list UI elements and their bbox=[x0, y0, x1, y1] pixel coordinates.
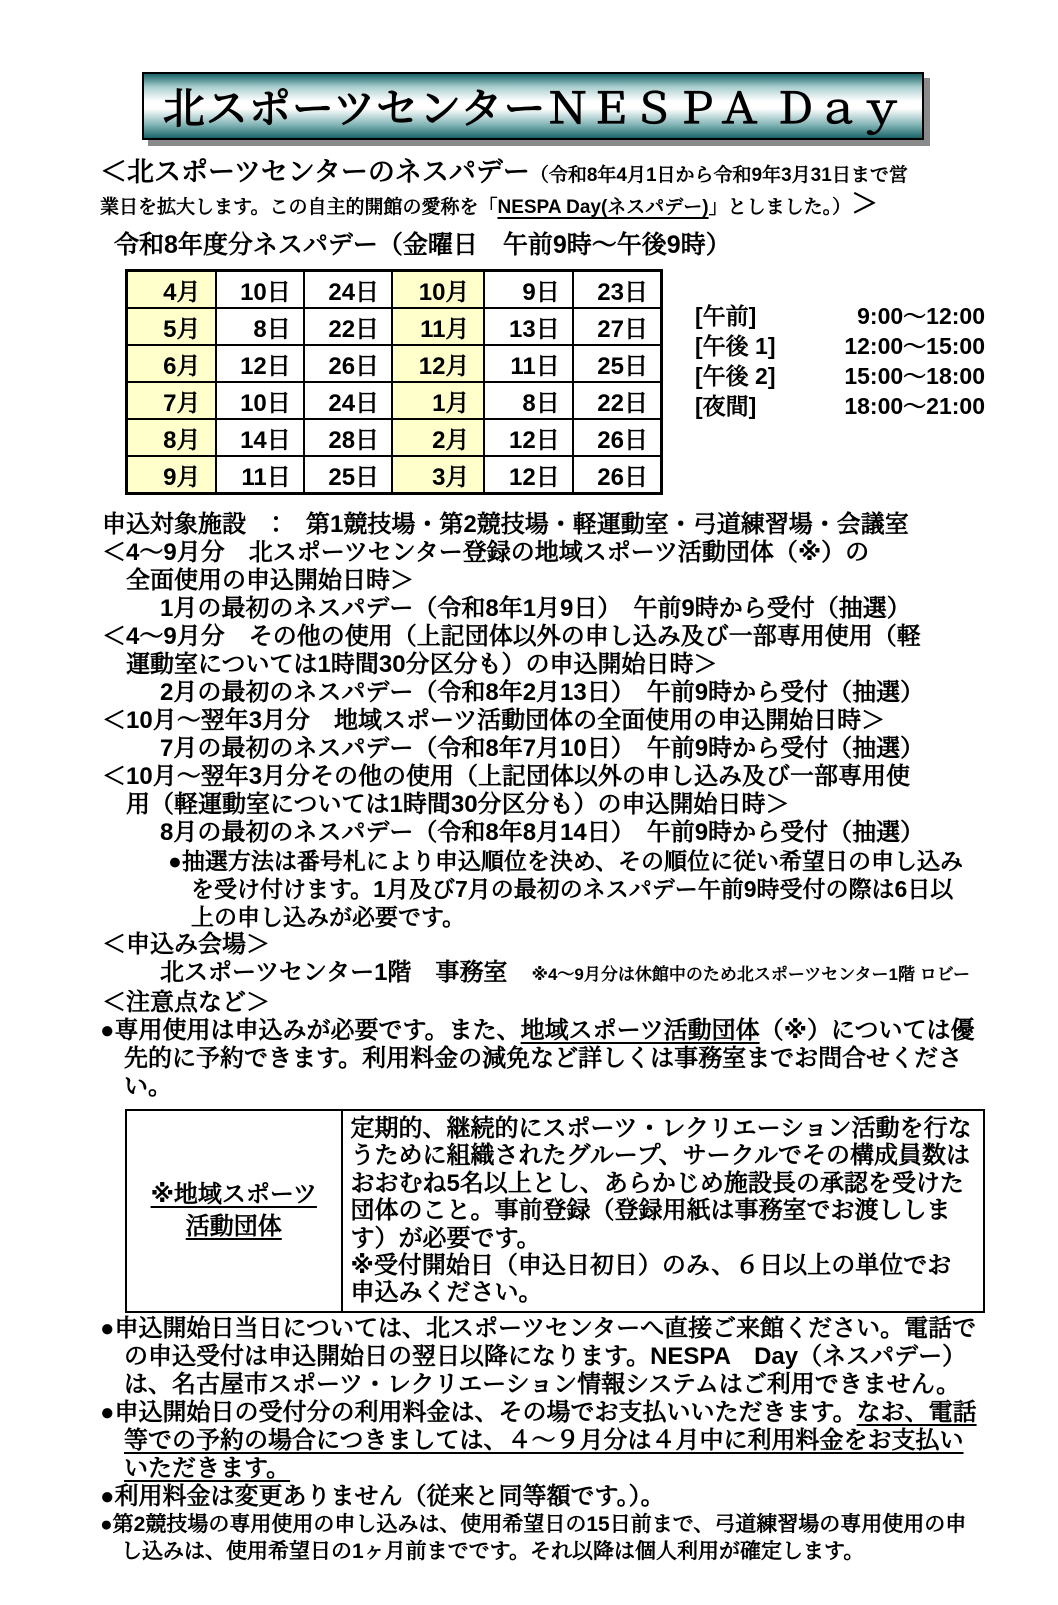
venue-heading: ＜申込み会場＞ bbox=[102, 931, 270, 958]
table-row bbox=[127, 419, 662, 456]
intro-heading bbox=[100, 158, 985, 222]
day-cell: 10日 bbox=[216, 382, 304, 419]
month-cell: 3月 bbox=[392, 456, 484, 494]
group-term: ※地域スポーツ 活動団体 bbox=[126, 1110, 342, 1312]
month-cell: 11月 bbox=[392, 308, 484, 345]
day-cell: 23日 bbox=[573, 271, 662, 309]
time-slot-label: [夜間] bbox=[695, 393, 757, 419]
day-cell: 10日 bbox=[216, 271, 304, 309]
time-slot-range: 15:00～18:00 bbox=[844, 363, 985, 389]
day-cell: 26日 bbox=[304, 345, 392, 382]
schedule-section bbox=[125, 269, 985, 495]
schedule-subtitle: 令和8年度分ネスパデー（金曜日 午前9時～午後9時） bbox=[114, 231, 731, 259]
month-cell: 12月 bbox=[392, 345, 484, 382]
day-cell: 26日 bbox=[573, 419, 662, 456]
lottery-note-line-2: を受け付けます。1月及び7月の最初のネスパデー午前9時受付の際は6日以 bbox=[191, 876, 954, 902]
time-slot-label: [午前] bbox=[695, 303, 757, 329]
section-detail-4: 8月の最初のネスパデー（令和8年8月14日） 午前9時から受付（抽選） bbox=[160, 819, 925, 846]
section-heading-4: ＜10月～翌年3月分その他の使用（上記団体以外の申し込み及び一部専用使 bbox=[102, 763, 911, 790]
intro-line-2: 業日を拡大します。この自主的開館の愛称を「NESPA Day(ネスパデー)」としました。）＞ bbox=[100, 189, 879, 219]
day-cell: 25日 bbox=[573, 345, 662, 382]
facilities-line: 申込対象施設 ： 第1競技場・第2競技場・軽運動室・弓道練習場・会議室 bbox=[102, 511, 909, 538]
section-heading-3: ＜10月～翌年3月分 地域スポーツ活動団体の全面使用の申込開始日時＞ bbox=[102, 707, 886, 734]
venue-line bbox=[160, 959, 985, 989]
day-cell: 27日 bbox=[573, 308, 662, 345]
intro-line-1: ＜北スポーツセンターのネスパデー（令和8年4月1日から令和9年3月31日まで営 bbox=[100, 157, 908, 187]
day-cell: 26日 bbox=[573, 456, 662, 494]
payment-deadline-underline: なお、電話等での予約の場合につきましては、４～９月分は４月中に利用料金をお支払いいただきます。 bbox=[124, 1398, 977, 1482]
month-cell: 7月 bbox=[127, 382, 216, 419]
day-cell: 11日 bbox=[216, 456, 304, 494]
month-cell: 9月 bbox=[127, 456, 216, 494]
application-info bbox=[100, 511, 985, 1101]
time-slot-legend bbox=[695, 269, 985, 495]
day-cell: 25日 bbox=[304, 456, 392, 494]
title-banner bbox=[142, 72, 924, 140]
section-heading-1: ＜4～9月分 北スポーツセンター登録の地域スポーツ活動団体（※）の bbox=[102, 539, 870, 566]
month-cell: 6月 bbox=[127, 345, 216, 382]
day-cell: 12日 bbox=[216, 345, 304, 382]
section-heading-2-cont: 運動室については1時間30分区分も）の申込開始日時＞ bbox=[126, 651, 718, 678]
month-cell: 10月 bbox=[392, 271, 484, 309]
table-row bbox=[127, 382, 662, 419]
month-cell: 4月 bbox=[127, 271, 216, 309]
bullet-note-2: ●申込開始日の受付分の利用料金は、その場でお支払いいただきます。なお、電話等での予約の場合につきましては、４～９月分は４月中に利用料金をお支払いいただきます。 bbox=[100, 1398, 977, 1482]
day-cell: 22日 bbox=[573, 382, 662, 419]
bullet-note-4: ●第2競技場の専用使用の申し込みは、使用希望日の15日前まで、弓道練習場の専用使用の申し込みは、使用希望日の1ヶ月前までです。それ以降は個人利用が確定します。 bbox=[100, 1512, 967, 1563]
lottery-note-line-1: ●抽選方法は番号札により申込順位を決め、その順位に従い希望日の申し込み bbox=[168, 848, 963, 874]
time-slot-row bbox=[695, 331, 985, 361]
day-cell: 9日 bbox=[484, 271, 572, 309]
day-cell: 8日 bbox=[484, 382, 572, 419]
month-cell: 5月 bbox=[127, 308, 216, 345]
bullet-note-1: ●申込開始日当日については、北スポーツセンターへ直接ご来館ください。電話での申込受付は申込開始日の翌日以降になります。NESPA Day（ネスパデー）は、名古屋市スポーツ・レクリエーション情報システムはご利用できません。 bbox=[100, 1314, 977, 1398]
time-slot-row bbox=[695, 301, 985, 331]
time-slot-label: [午後 1] bbox=[695, 333, 776, 359]
day-cell: 24日 bbox=[304, 382, 392, 419]
section-detail-1: 1月の最初のネスパデー（令和8年1月9日） 午前9時から受付（抽選） bbox=[160, 595, 911, 622]
section-heading-4-cont: 用（軽運動室については1時間30分区分も）の申込開始日時＞ bbox=[126, 791, 790, 818]
lottery-note-line-3: 上の申し込みが必要です。 bbox=[191, 904, 466, 930]
day-cell: 11日 bbox=[484, 345, 572, 382]
day-cell: 28日 bbox=[304, 419, 392, 456]
table-row bbox=[126, 1110, 984, 1312]
day-cell: 22日 bbox=[304, 308, 392, 345]
section-detail-3: 7月の最初のネスパデー（令和8年7月10日） 午前9時から受付（抽選） bbox=[160, 735, 925, 762]
day-cell: 13日 bbox=[484, 308, 572, 345]
table-row bbox=[127, 345, 662, 382]
day-cell: 12日 bbox=[484, 456, 572, 494]
nespa-day-schedule-table bbox=[125, 269, 663, 495]
group-definition-text: 定期的、継続的にスポーツ・レクリエーション活動を行なうために組織されたグループ、サークルでその構成員数はおおむね5名以上とし、あらかじめ施設長の承認を受けた団体のこと。事前登録（登録用紙は事務室でお渡しします）が必要です。 bbox=[350, 1115, 972, 1252]
day-cell: 14日 bbox=[216, 419, 304, 456]
group-definition-note: ※受付開始日（申込日初日）のみ、６日以上の単位でお申込みください。 bbox=[350, 1252, 952, 1307]
time-slot-label: [午後 2] bbox=[695, 363, 776, 389]
group-term-inline: 地域スポーツ活動団体 bbox=[520, 1017, 760, 1044]
notes-heading: ＜注意点など＞ bbox=[102, 989, 270, 1016]
nespa-day-nickname: NESPA Day(ネスパデー) bbox=[497, 197, 709, 218]
month-cell: 2月 bbox=[392, 419, 484, 456]
section-heading-1-cont: 全面使用の申込開始日時＞ bbox=[126, 567, 414, 594]
section-detail-2: 2月の最初のネスパデー（令和8年2月13日） 午前9時から受付（抽選） bbox=[160, 679, 925, 706]
time-slot-row bbox=[695, 391, 985, 421]
day-cell: 12日 bbox=[484, 419, 572, 456]
group-definition-box bbox=[125, 1109, 985, 1313]
group-definition bbox=[342, 1110, 984, 1312]
month-cell: 8月 bbox=[127, 419, 216, 456]
month-cell: 1月 bbox=[392, 382, 484, 419]
table-row bbox=[127, 308, 662, 345]
time-slot-row bbox=[695, 361, 985, 391]
bullet-note-3: ●利用料金は変更ありません（従来と同等額です。）。 bbox=[100, 1482, 665, 1510]
venue-main: 北スポーツセンター1階 事務室 bbox=[160, 959, 532, 986]
page-title: 北スポーツセンターＮＥＳＰＡ Ｄａｙ bbox=[162, 85, 904, 132]
time-slot-range: 18:00～21:00 bbox=[844, 393, 985, 419]
day-cell: 24日 bbox=[304, 271, 392, 309]
table-row bbox=[127, 271, 662, 309]
priority-note: ●専用使用は申込みが必要です。また、地域スポーツ活動団体（※）については優先的に予約できます。利用料金の減免など詳しくは事務室までお問合せください。 bbox=[100, 1017, 975, 1100]
venue-note: ※4～9月分は休館中のため北スポーツセンター1階 ロビー bbox=[531, 965, 971, 984]
time-slot-range: 12:00～15:00 bbox=[844, 333, 985, 359]
day-cell: 8日 bbox=[216, 308, 304, 345]
table-row bbox=[127, 456, 662, 494]
time-slot-range: 9:00～12:00 bbox=[857, 303, 985, 329]
section-heading-2: ＜4～9月分 その他の使用（上記団体以外の申し込み及び一部専用使用（軽 bbox=[102, 623, 921, 650]
